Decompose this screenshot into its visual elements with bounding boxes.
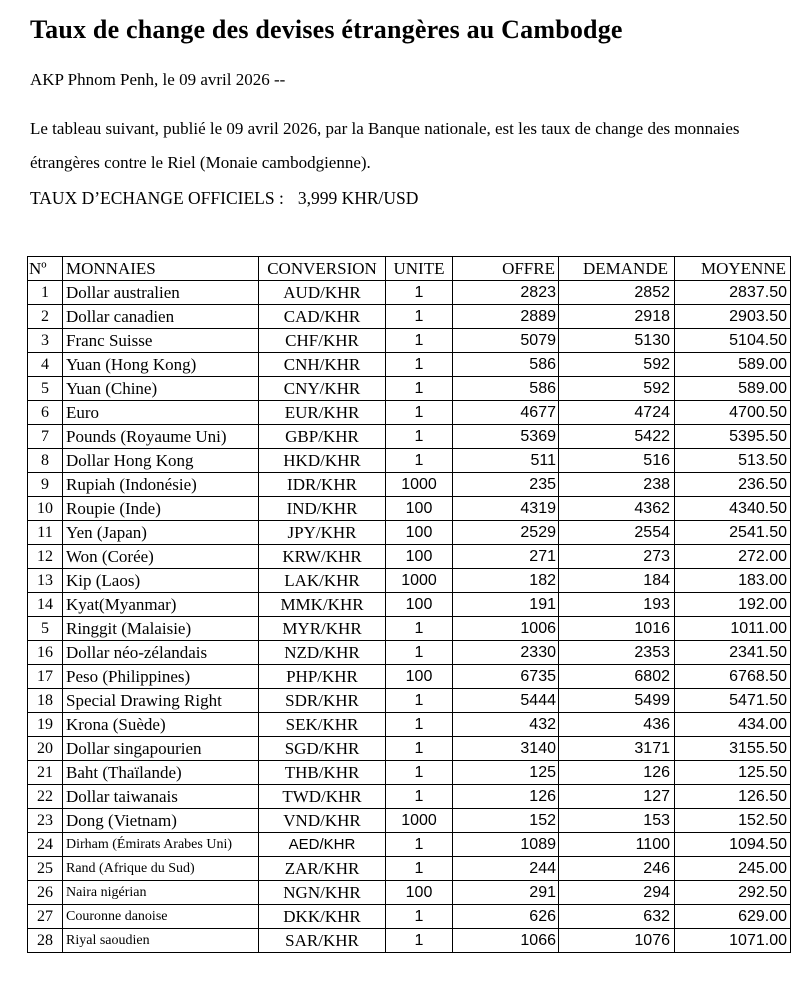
- conversion-code: SAR/KHR: [259, 929, 386, 953]
- conversion-code: PHP/KHR: [259, 665, 386, 689]
- row-number: 27: [28, 905, 63, 929]
- average-value: 2541.50: [675, 521, 791, 545]
- currency-name: Riyal saoudien: [63, 929, 259, 953]
- row-number: 11: [28, 521, 63, 545]
- unit-value: 1: [386, 785, 453, 809]
- average-value: 513.50: [675, 449, 791, 473]
- offer-value: 432: [453, 713, 559, 737]
- conversion-code: CAD/KHR: [259, 305, 386, 329]
- row-number: 5: [28, 617, 63, 641]
- conversion-code: SDR/KHR: [259, 689, 386, 713]
- table-row: [28, 665, 791, 689]
- demand-value: 126: [559, 761, 675, 785]
- conversion-code: LAK/KHR: [259, 569, 386, 593]
- intro-paragraph: Le tableau suivant, publié le 09 avril 2026, par la Banque nationale, est les taux de change des monnaies étrangères contre le Riel (Monaie cambodgienne).: [30, 119, 740, 173]
- currency-name: Dirham (Émirats Arabes Uni): [63, 833, 259, 857]
- table-row: [28, 593, 791, 617]
- unit-value: 1: [386, 761, 453, 785]
- table-row: [28, 449, 791, 473]
- currency-name: Dollar australien: [63, 281, 259, 305]
- official-rate-value: 3,999 KHR/USD: [297, 188, 419, 209]
- currency-name: Dong (Vietnam): [63, 809, 259, 833]
- table-row: [28, 305, 791, 329]
- row-number: 8: [28, 449, 63, 473]
- row-number: 26: [28, 881, 63, 905]
- demand-value: 127: [559, 785, 675, 809]
- official-rate-line: [30, 187, 792, 210]
- table-row: [28, 281, 791, 305]
- unit-value: 1: [386, 641, 453, 665]
- average-value: 5104.50: [675, 329, 791, 353]
- conversion-code: TWD/KHR: [259, 785, 386, 809]
- table-row: [28, 353, 791, 377]
- header-average: MOYENNE: [675, 257, 791, 281]
- row-number: 28: [28, 929, 63, 953]
- unit-value: 1: [386, 305, 453, 329]
- table-row: [28, 737, 791, 761]
- currency-name: Special Drawing Right: [63, 689, 259, 713]
- row-number: 20: [28, 737, 63, 761]
- conversion-code: NGN/KHR: [259, 881, 386, 905]
- demand-value: 184: [559, 569, 675, 593]
- table-row: [28, 521, 791, 545]
- average-value: 183.00: [675, 569, 791, 593]
- currency-name: Kip (Laos): [63, 569, 259, 593]
- demand-value: 153: [559, 809, 675, 833]
- offer-value: 244: [453, 857, 559, 881]
- currency-name: Baht (Thaïlande): [63, 761, 259, 785]
- official-rate-label: TAUX D’ECHANGE OFFICIELS :: [30, 188, 284, 209]
- offer-value: 291: [453, 881, 559, 905]
- average-value: 4700.50: [675, 401, 791, 425]
- offer-value: 626: [453, 905, 559, 929]
- header-conversion: CONVERSION: [259, 257, 386, 281]
- currency-name: Rupiah (Indonésie): [63, 473, 259, 497]
- demand-value: 2918: [559, 305, 675, 329]
- conversion-code: HKD/KHR: [259, 449, 386, 473]
- average-value: 272.00: [675, 545, 791, 569]
- unit-value: 100: [386, 497, 453, 521]
- currency-name: Euro: [63, 401, 259, 425]
- conversion-code: IDR/KHR: [259, 473, 386, 497]
- currency-name: Dollar néo-zélandais: [63, 641, 259, 665]
- average-value: 152.50: [675, 809, 791, 833]
- table-row: [28, 689, 791, 713]
- offer-value: 152: [453, 809, 559, 833]
- table-row: [28, 401, 791, 425]
- currency-name: Dollar Hong Kong: [63, 449, 259, 473]
- demand-value: 238: [559, 473, 675, 497]
- average-value: 236.50: [675, 473, 791, 497]
- row-number: 23: [28, 809, 63, 833]
- demand-value: 5422: [559, 425, 675, 449]
- currency-name: Krona (Suède): [63, 713, 259, 737]
- demand-value: 5499: [559, 689, 675, 713]
- table-row: [28, 377, 791, 401]
- currency-name: Kyat(Myanmar): [63, 593, 259, 617]
- conversion-code: SGD/KHR: [259, 737, 386, 761]
- unit-value: 1: [386, 449, 453, 473]
- offer-value: 511: [453, 449, 559, 473]
- row-number: 13: [28, 569, 63, 593]
- table-row: [28, 473, 791, 497]
- offer-value: 1066: [453, 929, 559, 953]
- demand-value: 193: [559, 593, 675, 617]
- row-number: 16: [28, 641, 63, 665]
- unit-value: 100: [386, 545, 453, 569]
- table-row: [28, 713, 791, 737]
- row-number: 4: [28, 353, 63, 377]
- currency-name: Dollar taiwanais: [63, 785, 259, 809]
- table-row: [28, 545, 791, 569]
- average-value: 3155.50: [675, 737, 791, 761]
- conversion-code: GBP/KHR: [259, 425, 386, 449]
- table-header-row: [28, 257, 791, 281]
- offer-value: 2823: [453, 281, 559, 305]
- conversion-code: MMK/KHR: [259, 593, 386, 617]
- offer-value: 271: [453, 545, 559, 569]
- conversion-code: VND/KHR: [259, 809, 386, 833]
- table-row: [28, 785, 791, 809]
- unit-value: 1000: [386, 569, 453, 593]
- average-value: 126.50: [675, 785, 791, 809]
- conversion-code: KRW/KHR: [259, 545, 386, 569]
- header-currency: MONNAIES: [63, 257, 259, 281]
- offer-value: 5444: [453, 689, 559, 713]
- header-demand: DEMANDE: [559, 257, 675, 281]
- currency-name: Dollar canadien: [63, 305, 259, 329]
- table-row: [28, 833, 791, 857]
- conversion-code: CNH/KHR: [259, 353, 386, 377]
- demand-value: 2353: [559, 641, 675, 665]
- currency-name: Yuan (Hong Kong): [63, 353, 259, 377]
- offer-value: 191: [453, 593, 559, 617]
- conversion-code: MYR/KHR: [259, 617, 386, 641]
- table-row: [28, 641, 791, 665]
- average-value: 292.50: [675, 881, 791, 905]
- offer-value: 4677: [453, 401, 559, 425]
- unit-value: 1: [386, 689, 453, 713]
- currency-name: Pounds (Royaume Uni): [63, 425, 259, 449]
- offer-value: 5369: [453, 425, 559, 449]
- average-value: 1094.50: [675, 833, 791, 857]
- offer-value: 6735: [453, 665, 559, 689]
- average-value: 2341.50: [675, 641, 791, 665]
- currency-name: Rand (Afrique du Sud): [63, 857, 259, 881]
- demand-value: 6802: [559, 665, 675, 689]
- row-number: 10: [28, 497, 63, 521]
- average-value: 629.00: [675, 905, 791, 929]
- average-value: 2837.50: [675, 281, 791, 305]
- table-row: [28, 329, 791, 353]
- conversion-code: NZD/KHR: [259, 641, 386, 665]
- demand-value: 632: [559, 905, 675, 929]
- unit-value: 1: [386, 281, 453, 305]
- conversion-code: THB/KHR: [259, 761, 386, 785]
- offer-value: 5079: [453, 329, 559, 353]
- demand-value: 592: [559, 377, 675, 401]
- header-offer: OFFRE: [453, 257, 559, 281]
- row-number: 6: [28, 401, 63, 425]
- table-row: [28, 761, 791, 785]
- header-number: Nº: [28, 257, 63, 281]
- table-row: [28, 857, 791, 881]
- page-title: Taux de change des devises étrangères au Cambodge: [30, 15, 623, 44]
- demand-value: 294: [559, 881, 675, 905]
- unit-value: 1: [386, 329, 453, 353]
- row-number: 14: [28, 593, 63, 617]
- conversion-code: AED/KHR: [259, 833, 386, 857]
- offer-value: 126: [453, 785, 559, 809]
- row-number: 24: [28, 833, 63, 857]
- table-row: [28, 425, 791, 449]
- row-number: 18: [28, 689, 63, 713]
- offer-value: 3140: [453, 737, 559, 761]
- row-number: 7: [28, 425, 63, 449]
- dateline: AKP Phnom Penh, le 09 avril 2026 --: [30, 70, 286, 90]
- offer-value: 2330: [453, 641, 559, 665]
- offer-value: 2529: [453, 521, 559, 545]
- offer-value: 1006: [453, 617, 559, 641]
- average-value: 6768.50: [675, 665, 791, 689]
- currency-name: Peso (Philippines): [63, 665, 259, 689]
- conversion-code: DKK/KHR: [259, 905, 386, 929]
- rates-table-body: [28, 281, 791, 953]
- offer-value: 1089: [453, 833, 559, 857]
- unit-value: 100: [386, 881, 453, 905]
- currency-name: Won (Corée): [63, 545, 259, 569]
- conversion-code: SEK/KHR: [259, 713, 386, 737]
- average-value: 4340.50: [675, 497, 791, 521]
- offer-value: 4319: [453, 497, 559, 521]
- offer-value: 182: [453, 569, 559, 593]
- unit-value: 1: [386, 737, 453, 761]
- conversion-code: EUR/KHR: [259, 401, 386, 425]
- currency-name: Yuan (Chine): [63, 377, 259, 401]
- demand-value: 516: [559, 449, 675, 473]
- currency-name: Yen (Japan): [63, 521, 259, 545]
- conversion-code: ZAR/KHR: [259, 857, 386, 881]
- row-number: 25: [28, 857, 63, 881]
- conversion-code: CHF/KHR: [259, 329, 386, 353]
- demand-value: 2852: [559, 281, 675, 305]
- offer-value: 235: [453, 473, 559, 497]
- table-row: [28, 809, 791, 833]
- average-value: 1011.00: [675, 617, 791, 641]
- unit-value: 1: [386, 353, 453, 377]
- row-number: 17: [28, 665, 63, 689]
- table-row: [28, 905, 791, 929]
- unit-value: 1: [386, 857, 453, 881]
- table-row: [28, 617, 791, 641]
- unit-value: 100: [386, 521, 453, 545]
- unit-value: 1: [386, 713, 453, 737]
- average-value: 245.00: [675, 857, 791, 881]
- demand-value: 5130: [559, 329, 675, 353]
- average-value: 192.00: [675, 593, 791, 617]
- currency-name: Naira nigérian: [63, 881, 259, 905]
- conversion-code: IND/KHR: [259, 497, 386, 521]
- average-value: 125.50: [675, 761, 791, 785]
- unit-value: 1: [386, 425, 453, 449]
- average-value: 1071.00: [675, 929, 791, 953]
- demand-value: 273: [559, 545, 675, 569]
- unit-value: 100: [386, 593, 453, 617]
- table-row: [28, 881, 791, 905]
- table-row: [28, 569, 791, 593]
- offer-value: 586: [453, 377, 559, 401]
- unit-value: 100: [386, 665, 453, 689]
- currency-name: Couronne danoise: [63, 905, 259, 929]
- demand-value: 246: [559, 857, 675, 881]
- unit-value: 1: [386, 929, 453, 953]
- demand-value: 436: [559, 713, 675, 737]
- currency-name: Roupie (Inde): [63, 497, 259, 521]
- row-number: 19: [28, 713, 63, 737]
- row-number: 3: [28, 329, 63, 353]
- row-number: 9: [28, 473, 63, 497]
- row-number: 5: [28, 377, 63, 401]
- demand-value: 1016: [559, 617, 675, 641]
- conversion-code: CNY/KHR: [259, 377, 386, 401]
- unit-value: 1: [386, 377, 453, 401]
- row-number: 1: [28, 281, 63, 305]
- unit-value: 1: [386, 617, 453, 641]
- unit-value: 1: [386, 401, 453, 425]
- table-row: [28, 497, 791, 521]
- row-number: 2: [28, 305, 63, 329]
- unit-value: 1000: [386, 809, 453, 833]
- row-number: 22: [28, 785, 63, 809]
- average-value: 5395.50: [675, 425, 791, 449]
- conversion-code: JPY/KHR: [259, 521, 386, 545]
- currency-name: Dollar singapourien: [63, 737, 259, 761]
- average-value: 589.00: [675, 377, 791, 401]
- demand-value: 1076: [559, 929, 675, 953]
- currency-name: Ringgit (Malaisie): [63, 617, 259, 641]
- offer-value: 2889: [453, 305, 559, 329]
- offer-value: 586: [453, 353, 559, 377]
- row-number: 12: [28, 545, 63, 569]
- average-value: 2903.50: [675, 305, 791, 329]
- unit-value: 1: [386, 833, 453, 857]
- exchange-rates-table: [27, 256, 791, 953]
- currency-name: Franc Suisse: [63, 329, 259, 353]
- demand-value: 592: [559, 353, 675, 377]
- demand-value: 4362: [559, 497, 675, 521]
- header-unit: UNITE: [386, 257, 453, 281]
- demand-value: 1100: [559, 833, 675, 857]
- demand-value: 4724: [559, 401, 675, 425]
- average-value: 589.00: [675, 353, 791, 377]
- unit-value: 1000: [386, 473, 453, 497]
- unit-value: 1: [386, 905, 453, 929]
- row-number: 21: [28, 761, 63, 785]
- demand-value: 3171: [559, 737, 675, 761]
- average-value: 5471.50: [675, 689, 791, 713]
- table-row: [28, 929, 791, 953]
- conversion-code: AUD/KHR: [259, 281, 386, 305]
- demand-value: 2554: [559, 521, 675, 545]
- offer-value: 125: [453, 761, 559, 785]
- average-value: 434.00: [675, 713, 791, 737]
